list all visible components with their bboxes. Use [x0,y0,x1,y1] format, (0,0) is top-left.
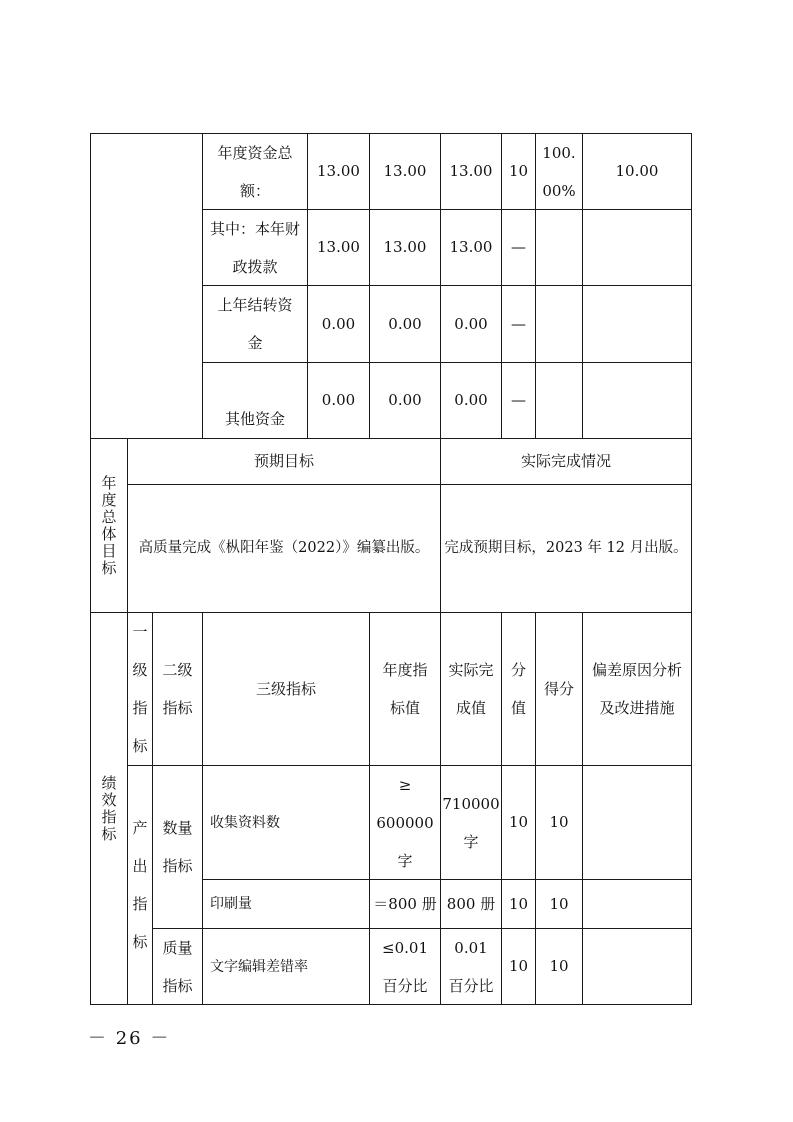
funds-adjusted-cell: 13.00 [383,238,427,256]
funds-adjusted-cell: 13.00 [383,162,427,180]
level1-output-label [128,766,152,1004]
header-actual-line: 成值 [455,699,486,717]
level2-quality-label [153,929,202,1004]
header-weight-char: 值 [510,699,526,717]
level2-quantity-line: 指标 [162,857,193,875]
header-target-line: 年度指 [382,661,428,679]
indicator-target-line: ≥ [398,775,412,794]
header-level2 [153,613,202,765]
performance-section-char: 绩 [101,773,117,792]
funds-label-line: 政拨款 [232,257,278,276]
header-target [370,613,440,765]
indicator-actual-line: 字 [463,832,479,851]
indicator-score: 10 [549,813,569,831]
level2-quantity-label [153,766,202,928]
funds-label-line: 其中：本年财 [209,219,300,238]
grid-line [691,133,692,1005]
indicator-target-line: 600000 [376,813,434,832]
page-number: － 26 － [88,1028,171,1049]
goals-section-label [91,439,127,612]
indicator-weight: 10 [508,813,529,831]
level1-output-char: 出 [132,857,148,875]
funds-plan-cell: 0.00 [321,391,356,409]
funds-adjusted-cell: 0.00 [388,314,422,333]
goals-section-char: 年 [101,473,117,492]
indicator-target [370,929,440,1004]
indicator-target [370,766,440,879]
header-score: 得分 [543,679,574,698]
level1-output-char: 标 [132,933,148,951]
funds-weight-cell: — [511,238,526,256]
header-deviation-line: 偏差原因分析 [591,661,682,679]
funds-rate-cell [536,134,582,209]
header-deviation [583,613,691,765]
indicator-score: 10 [549,894,569,913]
funds-weight-cell: — [511,391,526,409]
indicator-name: 收集资料数 [210,814,280,831]
header-level1-char: 标 [132,737,148,755]
level2-quality-line: 质量 [162,938,193,957]
indicator-target: ＝800 册 [373,894,437,913]
header-weight-char: 分 [510,661,526,679]
level2-quality-line: 指标 [162,976,193,995]
indicator-target-line: 百分比 [382,976,428,995]
indicator-actual [441,766,501,879]
performance-section-char: 效 [101,790,117,809]
goals-section-char: 体 [101,524,117,543]
funds-executed-cell: 0.00 [454,314,488,333]
goals-section-char: 目 [101,541,117,560]
funds-label-line: 金 [247,334,263,352]
header-level1-char: 级 [132,661,148,679]
funds-label-cell [203,134,307,209]
indicator-name: 印刷量 [210,896,252,912]
goals-section-char: 度 [101,490,117,509]
level2-quantity-line: 数量 [162,819,193,837]
indicator-actual-line: 710000 [442,794,500,813]
header-level1-char: 一 [132,623,148,641]
indicator-target-line: ≤0.01 [382,938,428,957]
funds-plan-cell: 13.00 [317,162,360,180]
header-deviation-line: 及改进措施 [599,699,675,717]
funds-label-cell [203,286,307,362]
funds-weight-cell: 10 [508,162,529,180]
expected-goal-text: 高质量完成《枞阳年鉴（2022）》编纂出版。 [138,540,430,557]
header-level2-line: 指标 [162,699,193,717]
funds-adjusted-cell: 0.00 [388,391,422,409]
actual-goal-header: 实际完成情况 [520,452,611,470]
actual-goal-text: 完成预期目标，2023 年 12 月出版。 [444,540,688,557]
funds-label-cell [203,210,307,285]
funds-plan-cell: 0.00 [321,314,356,333]
level1-output-char: 产 [132,819,148,837]
indicator-score: 10 [549,957,569,975]
expected-goal-header: 预期目标 [253,452,314,470]
funds-rate-line: 100. [542,143,576,162]
performance-section-char: 指 [101,807,117,826]
funds-weight-cell: — [511,314,526,333]
funds-label-line: 额： [239,181,270,200]
header-target-line: 标值 [389,699,420,717]
indicator-actual: 800 册 [446,894,496,913]
funds-executed-cell: 13.00 [449,238,493,256]
funds-rate-line: 00% [542,181,576,200]
indicator-actual-line: 百分比 [448,976,494,995]
funds-score-cell: 10.00 [615,162,659,180]
indicator-target-line: 字 [397,851,413,870]
goals-section-char: 标 [101,558,117,577]
indicator-actual-line: 0.01 [454,938,488,957]
header-level1 [128,613,152,765]
indicator-weight: 10 [508,957,529,975]
funds-executed-cell: 0.00 [454,391,488,409]
funds-label-cell: 其他资金 [224,409,285,428]
goals-section-char: 总 [101,507,117,526]
header-actual [441,613,501,765]
funds-executed-cell: 13.00 [449,162,493,180]
header-level2-line: 二级 [162,661,193,679]
performance-section-char: 标 [101,824,117,843]
performance-section-label [91,613,127,1004]
header-weight [502,613,535,765]
header-actual-line: 实际完 [448,661,494,679]
funds-label-line: 年度资金总 [217,143,293,162]
indicator-weight: 10 [508,894,529,913]
funds-label-line: 上年结转资 [217,296,293,314]
funds-plan-cell: 13.00 [317,238,360,256]
header-level1-char: 指 [132,699,148,717]
indicator-name: 文字编辑差错率 [210,958,308,975]
level1-output-char: 指 [132,895,148,913]
indicator-actual [441,929,501,1004]
header-level3: 三级指标 [255,679,316,698]
